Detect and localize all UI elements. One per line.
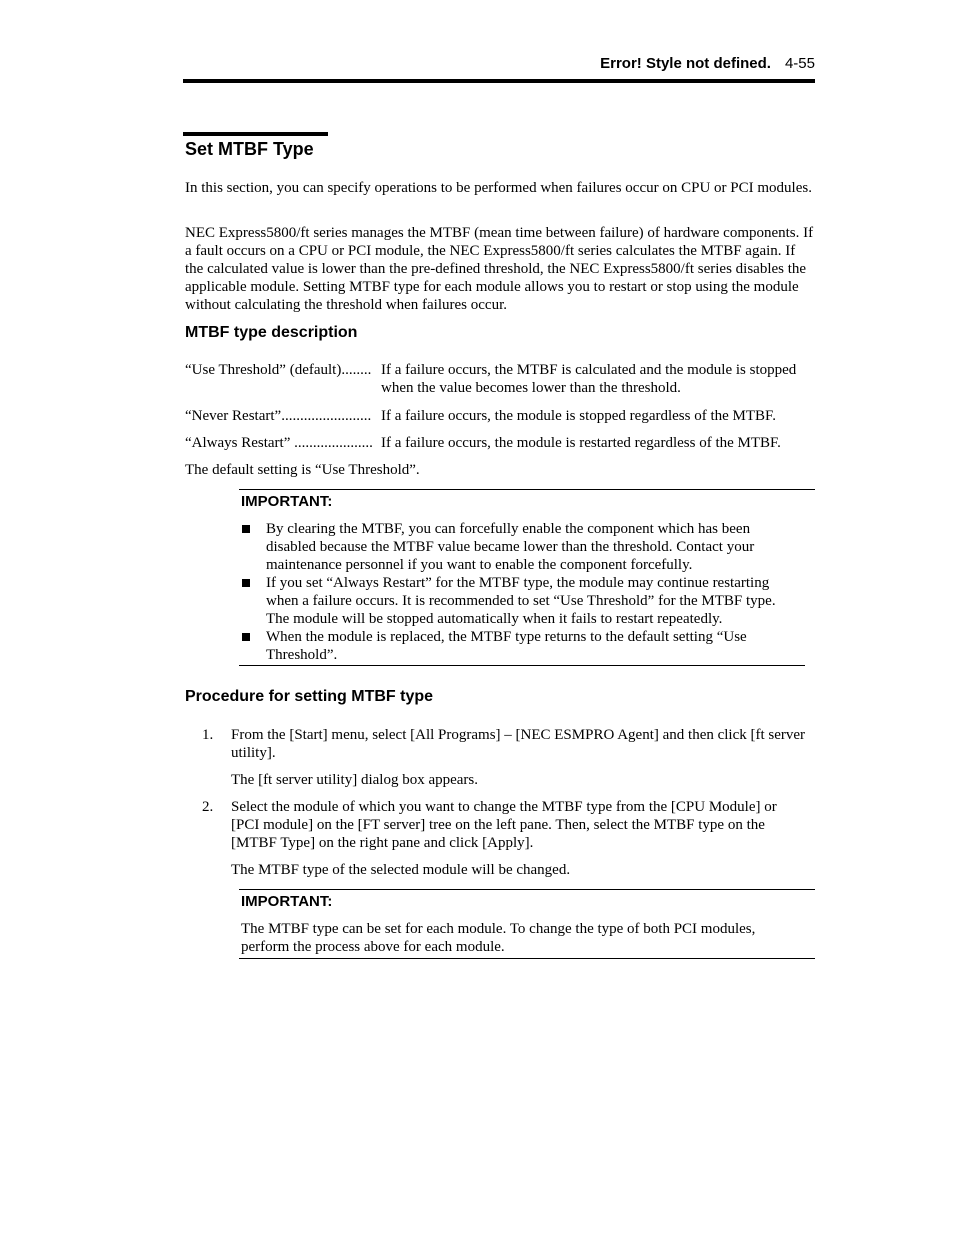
- intro-paragraph: In this section, you can specify operations to be performed when failures occur on CPU or PCI modules.: [185, 180, 812, 196]
- step-number: 1.: [202, 727, 214, 743]
- description-item: [185, 434, 815, 452]
- square-bullet-icon: [242, 525, 250, 533]
- header-page-number: 4-55: [784, 55, 815, 72]
- procedure-step: [185, 798, 815, 852]
- square-bullet-icon: [242, 633, 250, 641]
- step-number: 2.: [202, 799, 214, 815]
- page-header: [183, 55, 815, 72]
- important-bullet-item: By clearing the MTBF, you can forcefully enable the component which has been disabled because the MTBF value became lower than the threshold. Contact your maintenance personnel if you want to enable the component forcefully.: [239, 520, 801, 574]
- important-title: IMPORTANT:: [241, 893, 333, 910]
- important-box-top-rule: [239, 889, 815, 890]
- procedure-heading: Procedure for setting MTBF type: [185, 688, 434, 705]
- important-box-bottom-rule: [239, 665, 805, 666]
- procedure-step: [185, 726, 815, 762]
- description-heading: MTBF type description: [185, 324, 358, 341]
- important-bullet-item: If you set “Always Restart” for the MTBF type, the module may continue restarting when a failure occurs. It is recommended to set “Use Threshold” for the MTBF type. The module will be stopped automatically when it fails to restart repeatedly.: [239, 574, 801, 628]
- section-title: Set MTBF Type: [185, 139, 314, 159]
- important-text: The MTBF type can be set for each module. To change the type of both PCI modules, perform the process above for each module.: [241, 921, 756, 955]
- description-item: [185, 361, 815, 397]
- important-bullet-item: When the module is replaced, the MTBF type returns to the default setting “Use Threshold”.: [239, 628, 801, 664]
- important-box-top-rule: [239, 489, 815, 490]
- description-definition: If a failure occurs, the module is restarted regardless of the MTBF.: [381, 435, 781, 451]
- section-title-rule: [183, 132, 328, 136]
- important-box: [239, 489, 815, 666]
- square-bullet-icon: [242, 579, 250, 587]
- important-box: [239, 889, 815, 959]
- step-result: The [ft server utility] dialog box appears.: [231, 772, 479, 788]
- description-item: [185, 407, 815, 425]
- header-rule: [183, 79, 815, 83]
- description-definition: If a failure occurs, the module is stopped regardless of the MTBF.: [381, 408, 776, 424]
- important-bullet-list: [239, 520, 801, 664]
- description-definition: If a failure occurs, the MTBF is calculated and the module is stopped when the value becomes lower than the threshold.: [381, 362, 797, 396]
- step-text: From the [Start] menu, select [All Programs] – [NEC ESMPRO Agent] and then click [ft server utility].: [231, 727, 806, 761]
- description-term: “Never Restart”........................: [185, 408, 372, 424]
- default-setting-note: The default setting is “Use Threshold”.: [185, 462, 420, 478]
- body-paragraph: NEC Express5800/ft series manages the MTBF (mean time between failure) of hardware components. If a fault occurs on a CPU or PCI module, the NEC Express5800/ft series calculates the MTBF again. If the calculated value is lower than the pre-defined threshold, the NEC Express5800/ft series disables the applicable module. Setting MTBF type for each module allows you to restart or stop using the module without calculating the threshold when failures occur.: [185, 225, 814, 313]
- description-term: “Use Threshold” (default)........: [185, 362, 372, 378]
- important-title: IMPORTANT:: [241, 493, 333, 510]
- step-result: The MTBF type of the selected module will be changed.: [231, 862, 571, 878]
- header-title: Error! Style not defined.: [600, 55, 771, 72]
- description-term: “Always Restart” .....................: [185, 435, 373, 451]
- important-box-bottom-rule: [239, 958, 815, 959]
- step-text: Select the module of which you want to change the MTBF type from the [CPU Module] or [PCI module] on the [FT server] tree on the left pane. Then, select the MTBF type on the [MTBF Type] on the right pane and click [Apply].: [231, 799, 777, 851]
